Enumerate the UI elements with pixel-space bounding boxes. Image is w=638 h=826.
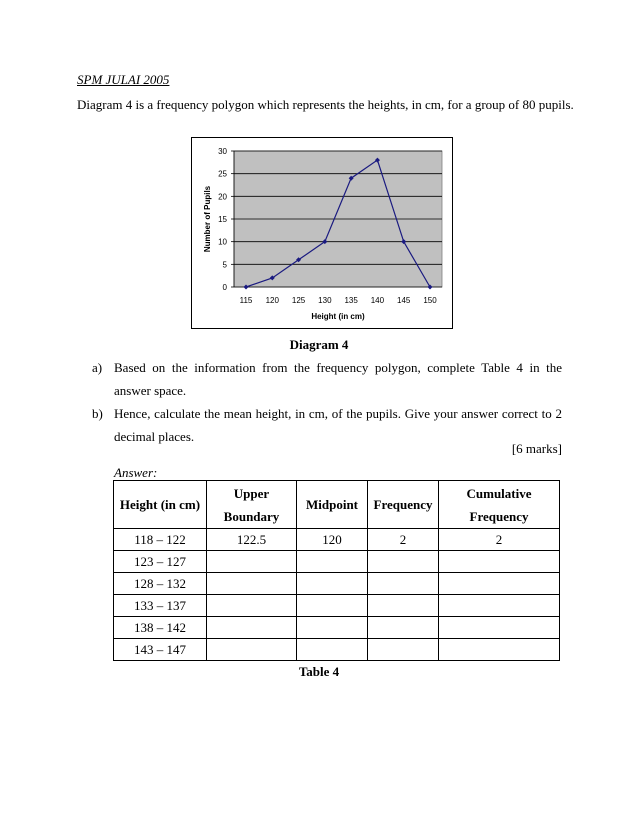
table-4 xyxy=(113,480,560,661)
question-a-label: a) xyxy=(92,360,103,375)
table-row xyxy=(114,617,560,639)
cell-frequency[interactable] xyxy=(368,573,439,595)
y-axis-label: Number of Pupils xyxy=(203,185,212,253)
cell-cumulative[interactable] xyxy=(439,639,560,661)
cell-height: 118 – 122 xyxy=(114,529,207,551)
y-tick-label: 5 xyxy=(222,260,227,270)
x-tick-label: 135 xyxy=(344,296,358,305)
cell-height: 123 – 127 xyxy=(114,551,207,573)
cell-frequency[interactable] xyxy=(368,639,439,661)
table-row xyxy=(114,595,560,617)
question-b xyxy=(92,402,562,448)
cell-frequency[interactable] xyxy=(368,617,439,639)
frequency-polygon-chart xyxy=(191,137,453,329)
x-tick-label: 125 xyxy=(291,296,306,305)
diagram-caption: Diagram 4 xyxy=(289,337,349,352)
cell-midpoint[interactable] xyxy=(297,617,368,639)
y-tick-label: 15 xyxy=(218,215,227,224)
table-row xyxy=(114,573,560,595)
table-row xyxy=(114,639,560,661)
cell-height: 128 – 132 xyxy=(114,573,207,595)
question-a-text: Based on the information from the frequency polygon, complete Table 4 in the answer space. xyxy=(114,360,562,398)
y-tick-label: 0 xyxy=(222,283,227,292)
cell-upper-boundary[interactable] xyxy=(207,551,297,573)
cell-upper-boundary[interactable] xyxy=(207,639,297,661)
cell-frequency[interactable] xyxy=(368,551,439,573)
table-row xyxy=(114,551,560,573)
cell-midpoint[interactable] xyxy=(297,639,368,661)
cell-cumulative[interactable] xyxy=(439,617,560,639)
cell-height: 138 – 142 xyxy=(114,617,207,639)
question-b-text: Hence, calculate the mean height, in cm, of the pupils. Give your answer correct to 2 decimal places. xyxy=(114,406,562,444)
cell-cumulative[interactable]: 2 xyxy=(439,529,560,551)
cell-cumulative[interactable] xyxy=(439,551,560,573)
cell-cumulative[interactable] xyxy=(439,595,560,617)
x-tick-label: 130 xyxy=(318,296,332,305)
intro-text: Diagram 4 is a frequency polygon which represents the heights, in cm, for a group of 80 pupils. xyxy=(77,97,574,112)
x-tick-label: 120 xyxy=(265,296,279,305)
answer-label: Answer: xyxy=(114,465,158,480)
x-tick-label: 140 xyxy=(370,296,385,305)
y-tick-label: 25 xyxy=(218,169,227,179)
cell-upper-boundary[interactable] xyxy=(207,573,297,595)
question-a xyxy=(92,356,562,402)
x-tick-label: 115 xyxy=(239,296,253,305)
cell-height: 133 – 137 xyxy=(114,595,207,617)
header-cumulative-frequency: Cumulative Frequency xyxy=(439,481,560,529)
cell-frequency[interactable] xyxy=(368,595,439,617)
header-midpoint: Midpoint xyxy=(297,481,368,529)
table-caption: Table 4 xyxy=(298,664,340,679)
x-tick-label: 150 xyxy=(423,296,437,305)
cell-upper-boundary[interactable] xyxy=(207,595,297,617)
cell-midpoint[interactable] xyxy=(297,551,368,573)
cell-midpoint[interactable]: 120 xyxy=(297,529,368,551)
header-frequency: Frequency xyxy=(368,481,439,529)
question-b-label: b) xyxy=(92,406,103,421)
cell-cumulative[interactable] xyxy=(439,573,560,595)
chart-svg xyxy=(192,138,452,328)
marks-label: [6 marks] xyxy=(511,441,562,456)
x-tick-label: 145 xyxy=(397,296,411,305)
y-tick-label: 30 xyxy=(218,147,227,156)
cell-upper-boundary[interactable]: 122.5 xyxy=(207,529,297,551)
y-tick-label: 20 xyxy=(218,192,227,202)
table-row xyxy=(114,529,560,551)
y-tick-label: 10 xyxy=(218,237,227,247)
exam-header: SPM JULAI 2005 xyxy=(77,72,170,87)
cell-upper-boundary[interactable] xyxy=(207,617,297,639)
x-axis-label: Height (in cm) xyxy=(311,312,365,321)
header-upper-boundary: Upper Boundary xyxy=(207,481,297,529)
cell-height: 143 – 147 xyxy=(114,639,207,661)
header-height: Height (in cm) xyxy=(114,481,207,529)
table-header-row xyxy=(114,481,560,529)
cell-midpoint[interactable] xyxy=(297,573,368,595)
cell-frequency[interactable]: 2 xyxy=(368,529,439,551)
cell-midpoint[interactable] xyxy=(297,595,368,617)
